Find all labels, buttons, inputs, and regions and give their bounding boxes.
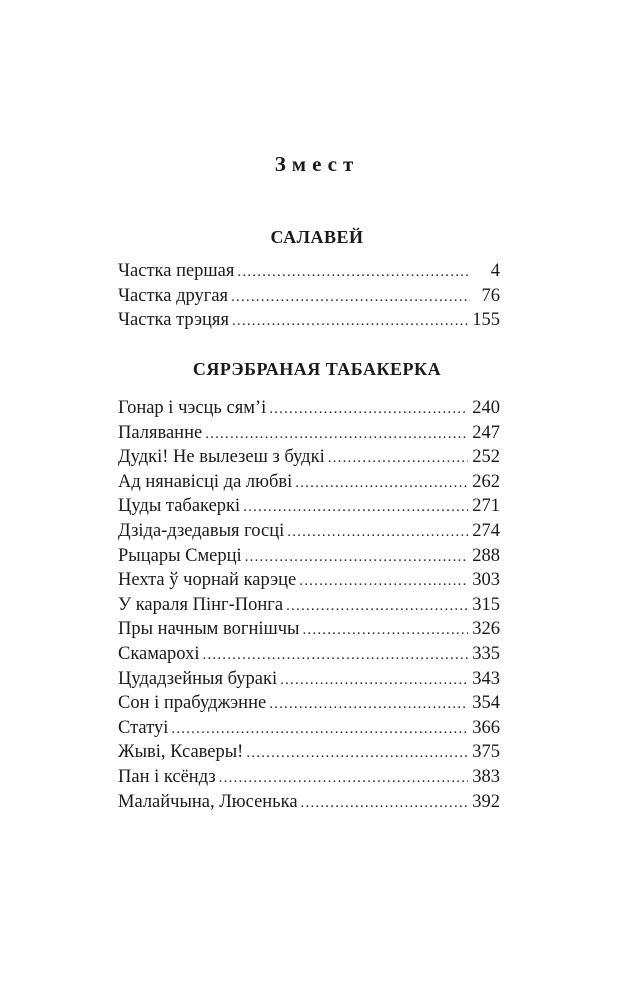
toc-entry-title: Частка трэцяя bbox=[118, 310, 229, 331]
dot-leader bbox=[299, 569, 468, 594]
dot-leader bbox=[243, 495, 468, 520]
toc-entry-title: Пры начным вогнішчы bbox=[118, 619, 300, 640]
toc-entry bbox=[118, 642, 500, 667]
toc-entry-title: Жыві, Ксаверы! bbox=[118, 742, 244, 763]
toc-entry bbox=[118, 617, 500, 642]
section-heading: САЛАВЕЙ bbox=[270, 227, 364, 247]
toc-entry-page: 247 bbox=[472, 422, 500, 443]
toc-entry bbox=[118, 494, 500, 519]
toc-entry-page: 335 bbox=[472, 643, 500, 664]
toc-entry bbox=[118, 593, 500, 618]
toc-entry-page: 354 bbox=[472, 693, 500, 714]
toc-entry bbox=[118, 421, 500, 446]
toc-entry-page: 76 bbox=[481, 285, 500, 306]
toc-entry-page: 392 bbox=[472, 791, 500, 812]
section-heading: СЯРЭБРАНАЯ ТАБАКЕРКА bbox=[192, 359, 442, 379]
dot-leader bbox=[202, 643, 468, 668]
dot-leader bbox=[237, 260, 470, 285]
toc-entry-title: Малайчына, Люсенька bbox=[118, 791, 298, 812]
toc-entry bbox=[118, 691, 500, 716]
toc-entry-page: 262 bbox=[472, 471, 500, 492]
dot-leader bbox=[301, 791, 469, 816]
dot-leader bbox=[232, 309, 468, 334]
toc-entry-title: Частка першая bbox=[118, 261, 235, 281]
toc-entry-page: 155 bbox=[472, 310, 500, 331]
toc-entry bbox=[118, 519, 500, 544]
toc-entry bbox=[118, 667, 500, 692]
dot-leader bbox=[246, 741, 468, 766]
dot-leader bbox=[205, 422, 468, 447]
page-title: Змест bbox=[274, 152, 360, 176]
toc-entry-page: 326 bbox=[472, 619, 500, 640]
toc-entry bbox=[118, 259, 500, 284]
toc-list bbox=[118, 259, 500, 333]
toc-entry-title: Дудкі! Не вылезеш з будкі bbox=[118, 447, 325, 468]
toc-entry-title: Частка другая bbox=[118, 285, 229, 306]
toc-entry-title: Ад нянавісці да любві bbox=[118, 471, 293, 492]
toc-entry-page: 366 bbox=[472, 717, 500, 738]
toc-entry bbox=[118, 308, 500, 333]
dot-leader bbox=[245, 545, 469, 570]
toc-entry-page: 383 bbox=[472, 766, 500, 787]
toc-entry-page: 274 bbox=[472, 520, 500, 541]
toc-entry bbox=[118, 740, 500, 765]
dot-leader bbox=[280, 668, 468, 693]
toc-entry-page: 252 bbox=[472, 447, 500, 468]
toc-entry bbox=[118, 396, 500, 421]
toc-entry bbox=[118, 765, 500, 790]
dot-leader bbox=[269, 397, 468, 422]
toc-entry bbox=[118, 568, 500, 593]
toc-entry-title: Сон і прабуджэнне bbox=[118, 693, 267, 714]
toc-entry bbox=[118, 445, 500, 470]
toc-entry bbox=[118, 790, 500, 815]
toc-entry-title: Дзіда-дзедавыя госці bbox=[118, 520, 285, 541]
toc-entry-page: 303 bbox=[472, 570, 500, 591]
toc-entry bbox=[118, 544, 500, 569]
toc-entry bbox=[118, 716, 500, 741]
toc-entry-page: 343 bbox=[472, 668, 500, 689]
dot-leader bbox=[328, 446, 469, 471]
dot-leader bbox=[231, 285, 470, 310]
toc-entry-title: Паляванне bbox=[118, 422, 203, 443]
toc-list bbox=[118, 396, 500, 814]
dot-leader bbox=[302, 618, 468, 643]
toc-entry-page: 271 bbox=[472, 496, 500, 517]
toc-entry-title: Скамарохі bbox=[118, 643, 200, 664]
dot-leader bbox=[171, 717, 468, 742]
toc-entry-title: У караля Пінг-Понга bbox=[118, 594, 284, 615]
toc-entry-title: Цуды табакеркі bbox=[118, 496, 241, 517]
toc-entry-page: 4 bbox=[490, 261, 500, 281]
dot-leader bbox=[287, 520, 468, 545]
toc-entry-page: 315 bbox=[472, 594, 500, 615]
toc-entry-title: Статуі bbox=[118, 717, 169, 738]
toc-entry-page: 240 bbox=[472, 398, 500, 418]
dot-leader bbox=[295, 471, 468, 496]
dot-leader bbox=[269, 692, 468, 717]
toc-entry-title: Пан і ксёндз bbox=[118, 766, 216, 787]
toc-entry bbox=[118, 470, 500, 495]
toc-entry-title: Цудадзейныя буракі bbox=[118, 668, 278, 689]
toc-entry-page: 375 bbox=[472, 742, 500, 763]
toc-entry-page: 288 bbox=[472, 545, 500, 566]
dot-leader bbox=[286, 594, 468, 619]
toc-entry-title: Рыцары Смерці bbox=[118, 545, 242, 566]
toc-entry-title: Гонар і чэсць сям’і bbox=[118, 398, 267, 418]
toc-entry-title: Нехта ў чорнай карэце bbox=[118, 570, 297, 591]
toc-entry bbox=[118, 284, 500, 309]
dot-leader bbox=[219, 766, 469, 791]
